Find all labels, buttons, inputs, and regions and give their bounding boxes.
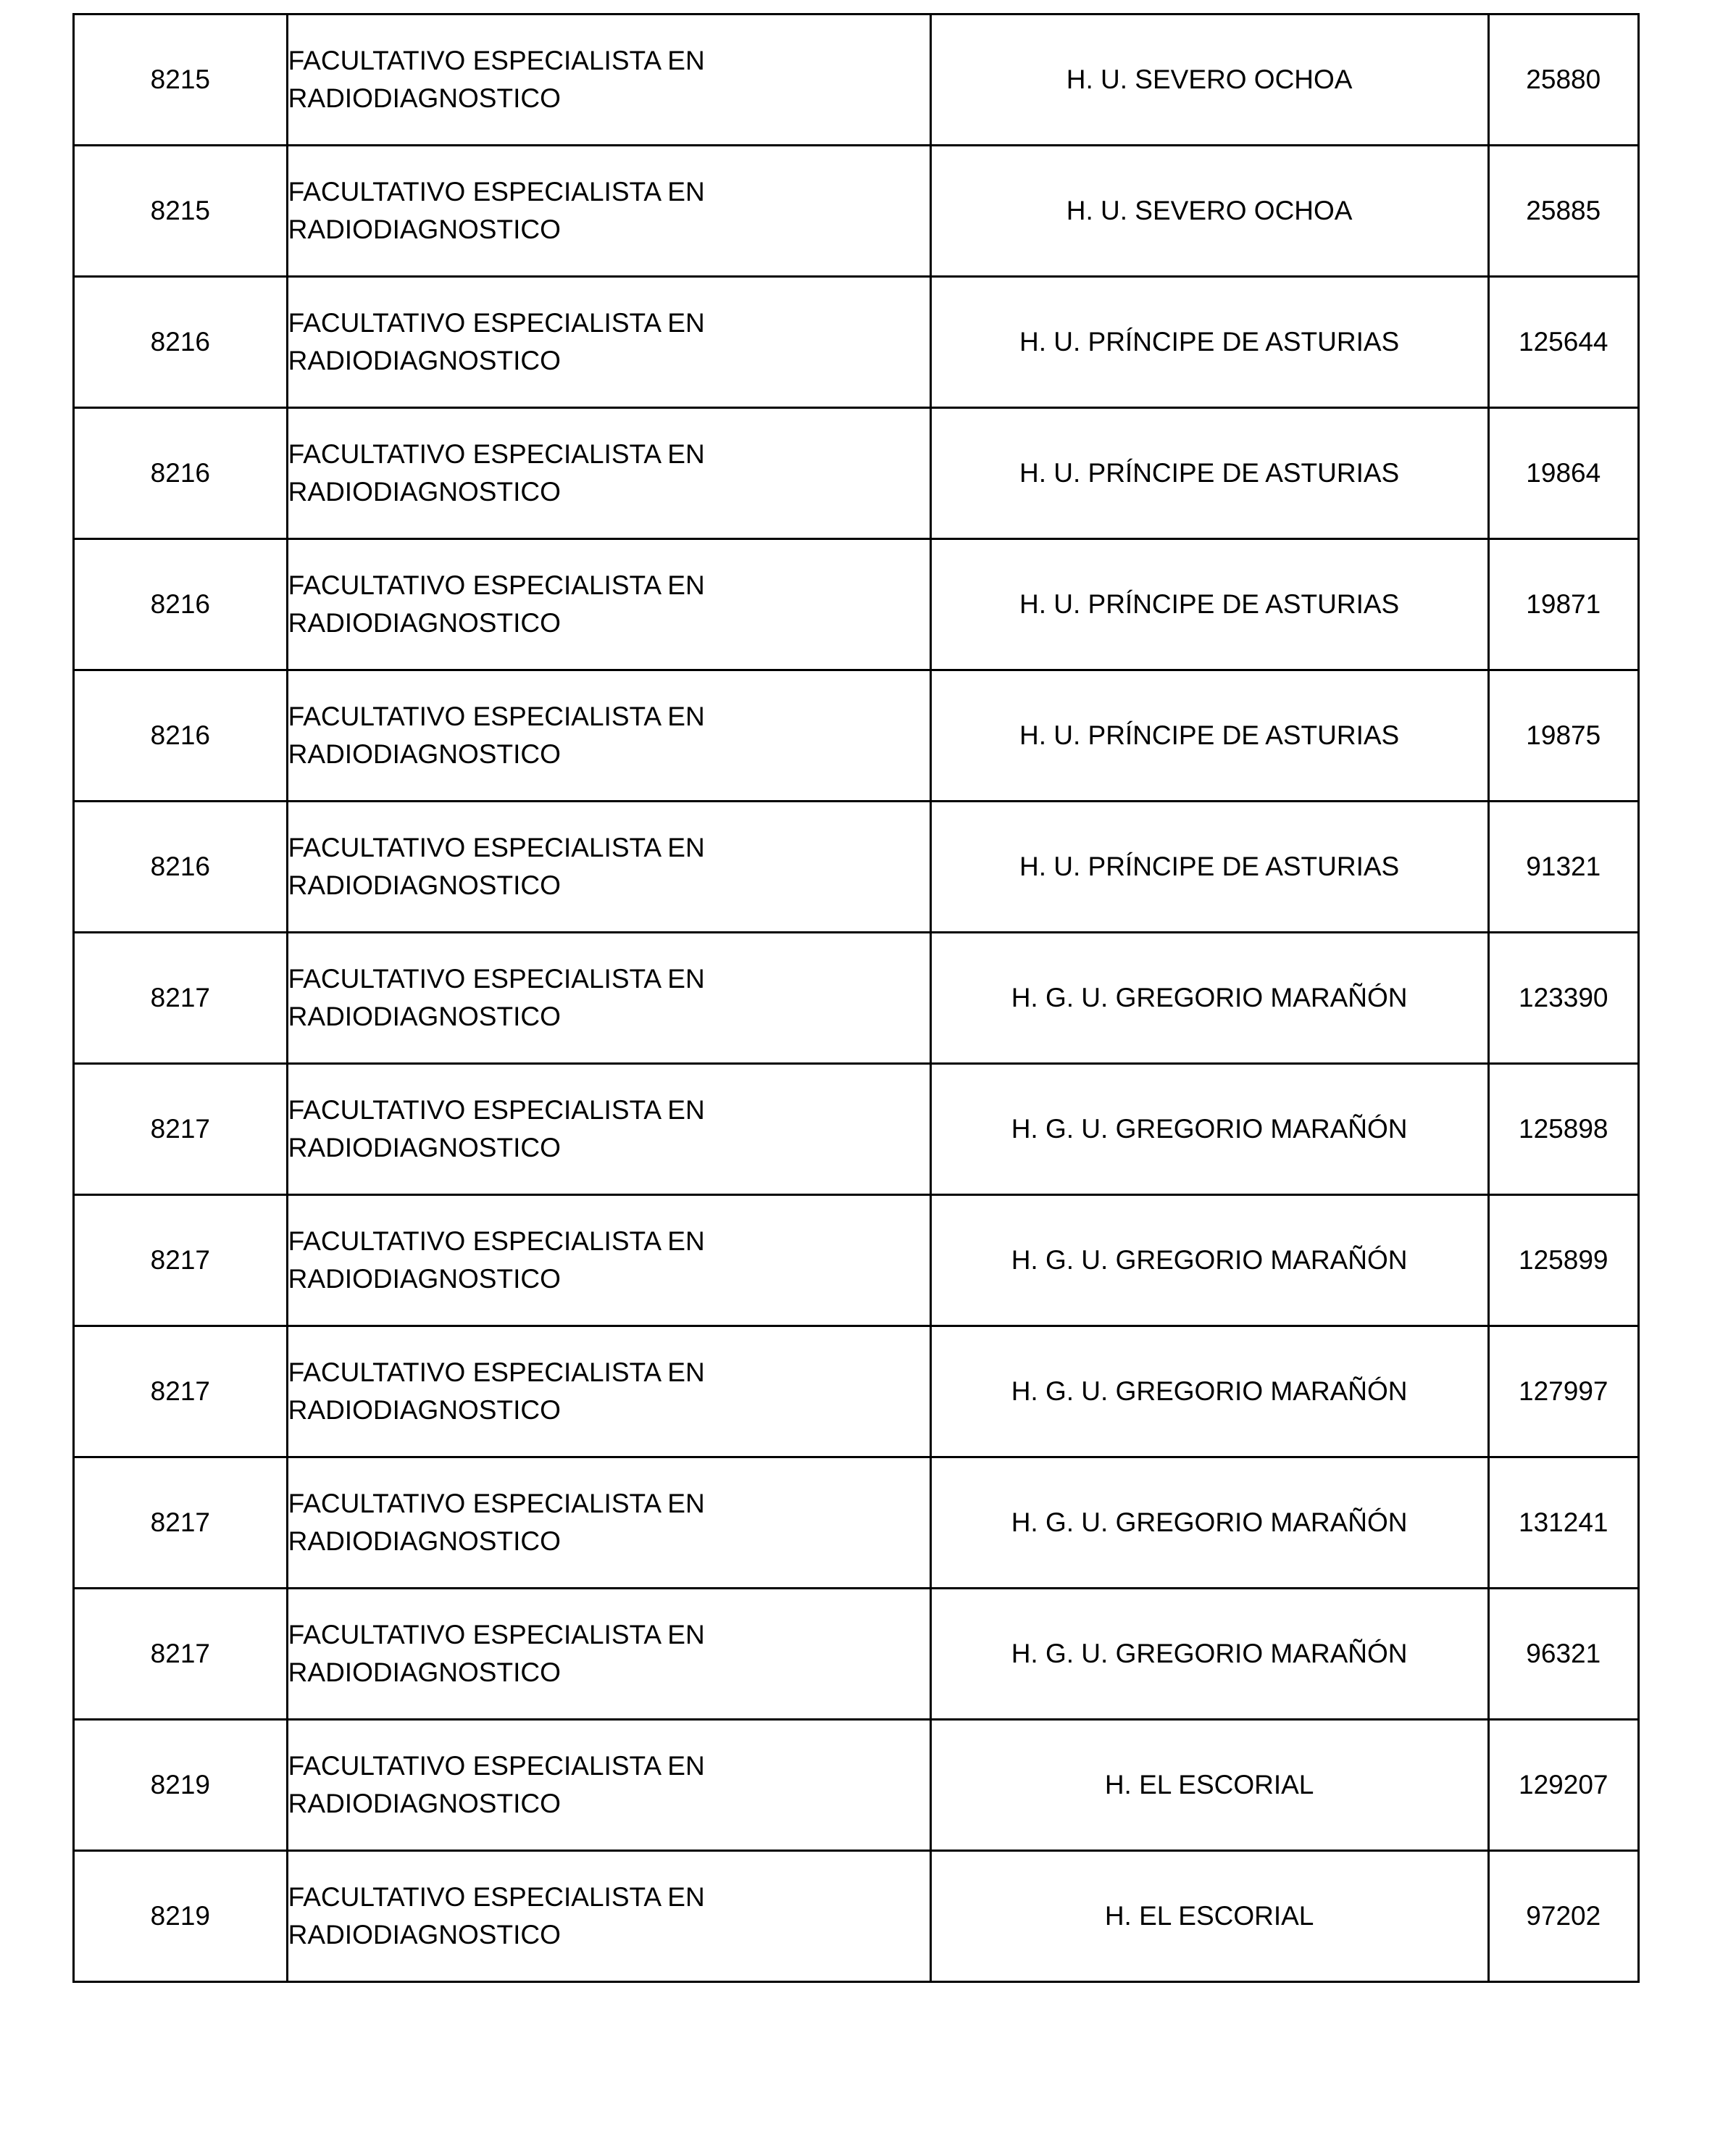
- cell-title: [287, 277, 930, 408]
- cell-center: H. G. U. GREGORIO MARAÑÓN: [930, 1589, 1488, 1720]
- cell-center: H. EL ESCORIAL: [930, 1851, 1488, 1982]
- table-row: [74, 1589, 1639, 1720]
- cell-number: 127997: [1488, 1326, 1639, 1457]
- cell-number: 129207: [1488, 1720, 1639, 1851]
- cell-code: 8217: [74, 1326, 288, 1457]
- title-line-1: FACULTATIVO ESPECIALISTA EN: [288, 1620, 705, 1649]
- cell-center: H. G. U. GREGORIO MARAÑÓN: [930, 1457, 1488, 1589]
- title-line-2: RADIODIAGNOSTICO: [288, 1395, 561, 1425]
- cell-center: H. U. PRÍNCIPE DE ASTURIAS: [930, 408, 1488, 539]
- cell-code: 8217: [74, 933, 288, 1064]
- cell-number: 19864: [1488, 408, 1639, 539]
- table-row: [74, 1195, 1639, 1326]
- title-line-2: RADIODIAGNOSTICO: [288, 608, 561, 638]
- table-row: [74, 408, 1639, 539]
- table-row: [74, 1457, 1639, 1589]
- cell-number: 25880: [1488, 14, 1639, 146]
- cell-code: 8216: [74, 670, 288, 802]
- cell-center: H. G. U. GREGORIO MARAÑÓN: [930, 1064, 1488, 1195]
- cell-title: [287, 1064, 930, 1195]
- positions-table: [72, 13, 1640, 1983]
- cell-center: H. U. PRÍNCIPE DE ASTURIAS: [930, 802, 1488, 933]
- title-line-1: FACULTATIVO ESPECIALISTA EN: [288, 1751, 705, 1781]
- table-row: [74, 14, 1639, 146]
- table-row: [74, 1851, 1639, 1982]
- cell-number: 123390: [1488, 933, 1639, 1064]
- cell-code: 8217: [74, 1457, 288, 1589]
- cell-center: H. U. SEVERO OCHOA: [930, 146, 1488, 277]
- title-line-1: FACULTATIVO ESPECIALISTA EN: [288, 308, 705, 338]
- cell-title: [287, 408, 930, 539]
- table-row: [74, 802, 1639, 933]
- cell-title: [287, 933, 930, 1064]
- title-line-1: FACULTATIVO ESPECIALISTA EN: [288, 833, 705, 862]
- title-line-1: FACULTATIVO ESPECIALISTA EN: [288, 46, 705, 75]
- title-line-2: RADIODIAGNOSTICO: [288, 215, 561, 244]
- title-line-1: FACULTATIVO ESPECIALISTA EN: [288, 570, 705, 600]
- cell-code: 8215: [74, 146, 288, 277]
- cell-center: H. U. SEVERO OCHOA: [930, 14, 1488, 146]
- title-line-1: FACULTATIVO ESPECIALISTA EN: [288, 702, 705, 731]
- cell-code: 8217: [74, 1064, 288, 1195]
- table-row: [74, 1720, 1639, 1851]
- title-line-2: RADIODIAGNOSTICO: [288, 739, 561, 769]
- title-line-2: RADIODIAGNOSTICO: [288, 477, 561, 507]
- cell-number: 91321: [1488, 802, 1639, 933]
- cell-code: 8216: [74, 408, 288, 539]
- cell-title: [287, 1589, 930, 1720]
- cell-title: [287, 1457, 930, 1589]
- cell-code: 8216: [74, 277, 288, 408]
- title-line-1: FACULTATIVO ESPECIALISTA EN: [288, 177, 705, 207]
- cell-center: H. EL ESCORIAL: [930, 1720, 1488, 1851]
- title-line-1: FACULTATIVO ESPECIALISTA EN: [288, 1226, 705, 1256]
- cell-title: [287, 802, 930, 933]
- cell-title: [287, 539, 930, 670]
- cell-code: 8217: [74, 1589, 288, 1720]
- title-line-2: RADIODIAGNOSTICO: [288, 1526, 561, 1556]
- cell-code: 8219: [74, 1720, 288, 1851]
- cell-number: 97202: [1488, 1851, 1639, 1982]
- title-line-1: FACULTATIVO ESPECIALISTA EN: [288, 1095, 705, 1125]
- cell-code: 8217: [74, 1195, 288, 1326]
- cell-number: 125899: [1488, 1195, 1639, 1326]
- cell-title: [287, 670, 930, 802]
- cell-center: H. G. U. GREGORIO MARAÑÓN: [930, 1195, 1488, 1326]
- cell-number: 19875: [1488, 670, 1639, 802]
- cell-number: 125898: [1488, 1064, 1639, 1195]
- cell-center: H. U. PRÍNCIPE DE ASTURIAS: [930, 670, 1488, 802]
- cell-code: 8215: [74, 14, 288, 146]
- cell-number: 19871: [1488, 539, 1639, 670]
- cell-title: [287, 1195, 930, 1326]
- cell-number: 25885: [1488, 146, 1639, 277]
- title-line-2: RADIODIAGNOSTICO: [288, 870, 561, 900]
- positions-table-body: [74, 14, 1639, 1982]
- title-line-1: FACULTATIVO ESPECIALISTA EN: [288, 1882, 705, 1912]
- cell-title: [287, 1326, 930, 1457]
- cell-number: 96321: [1488, 1589, 1639, 1720]
- title-line-2: RADIODIAGNOSTICO: [288, 1789, 561, 1818]
- cell-number: 131241: [1488, 1457, 1639, 1589]
- title-line-2: RADIODIAGNOSTICO: [288, 1133, 561, 1162]
- title-line-2: RADIODIAGNOSTICO: [288, 1002, 561, 1031]
- table-row: [74, 933, 1639, 1064]
- title-line-1: FACULTATIVO ESPECIALISTA EN: [288, 439, 705, 469]
- title-line-1: FACULTATIVO ESPECIALISTA EN: [288, 1357, 705, 1387]
- cell-code: 8216: [74, 802, 288, 933]
- title-line-2: RADIODIAGNOSTICO: [288, 1264, 561, 1294]
- table-row: [74, 146, 1639, 277]
- table-row: [74, 1064, 1639, 1195]
- cell-title: [287, 1851, 930, 1982]
- table-row: [74, 1326, 1639, 1457]
- cell-code: 8216: [74, 539, 288, 670]
- cell-code: 8219: [74, 1851, 288, 1982]
- title-line-2: RADIODIAGNOSTICO: [288, 83, 561, 113]
- cell-center: H. U. PRÍNCIPE DE ASTURIAS: [930, 277, 1488, 408]
- title-line-1: FACULTATIVO ESPECIALISTA EN: [288, 1489, 705, 1518]
- table-row: [74, 277, 1639, 408]
- cell-title: [287, 146, 930, 277]
- title-line-2: RADIODIAGNOSTICO: [288, 1657, 561, 1687]
- cell-center: H. U. PRÍNCIPE DE ASTURIAS: [930, 539, 1488, 670]
- cell-title: [287, 14, 930, 146]
- table-row: [74, 670, 1639, 802]
- cell-number: 125644: [1488, 277, 1639, 408]
- title-line-2: RADIODIAGNOSTICO: [288, 1920, 561, 1950]
- cell-title: [287, 1720, 930, 1851]
- table-row: [74, 539, 1639, 670]
- title-line-1: FACULTATIVO ESPECIALISTA EN: [288, 964, 705, 994]
- cell-center: H. G. U. GREGORIO MARAÑÓN: [930, 1326, 1488, 1457]
- title-line-2: RADIODIAGNOSTICO: [288, 346, 561, 375]
- cell-center: H. G. U. GREGORIO MARAÑÓN: [930, 933, 1488, 1064]
